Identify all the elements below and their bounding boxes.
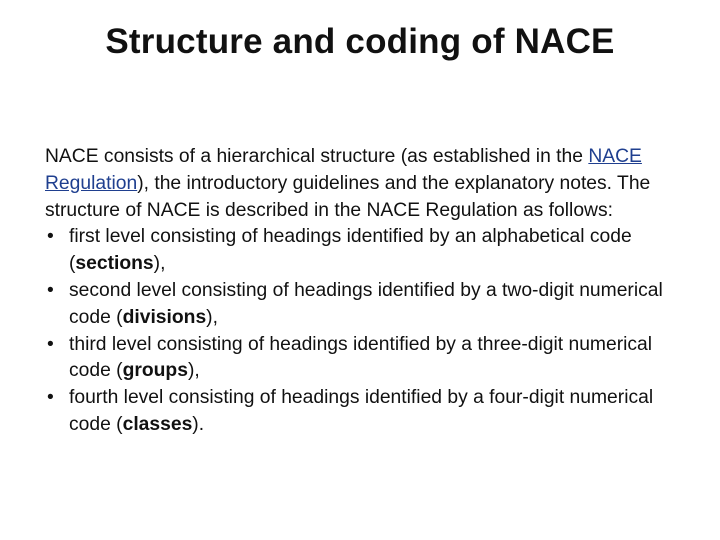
- bullet-icon: •: [47, 279, 54, 301]
- level-list: [45, 224, 685, 438]
- list-item-text-end: ).: [192, 413, 205, 435]
- list-item-term: sections: [75, 253, 154, 275]
- list-item-text: second level consisting of headings identified by a two-digit numerical code (: [69, 279, 663, 328]
- intro-text-before: NACE consists of a hierarchical structure (as established in the: [45, 146, 589, 167]
- list-item-text: third level consisting of headings identified by a three-digit numerical code (: [69, 333, 653, 382]
- list-item-term: divisions: [122, 306, 207, 328]
- list-item-text: first level consisting of headings identified by an alphabetical code (: [69, 226, 632, 275]
- list-item-text: fourth level consisting of headings identified by a four-digit numerical code (: [69, 387, 654, 435]
- list-item-level-1: [45, 224, 685, 278]
- nace-regulation-link[interactable]: NACE Regulation: [45, 146, 642, 194]
- list-item-level-4: [45, 385, 685, 439]
- list-item-level-3: [45, 332, 685, 386]
- intro-paragraph: [45, 144, 685, 224]
- intro-text-after: ), the introductory guidelines and the explanatory notes. The structure of NACE is described in the NACE Regulation as follows:: [45, 172, 651, 221]
- list-item-term: groups: [122, 360, 188, 382]
- list-item-text-end: ),: [206, 306, 218, 328]
- list-item-term: classes: [122, 413, 193, 435]
- list-item-level-2: [45, 278, 685, 332]
- bullet-icon: •: [47, 387, 54, 409]
- bullet-icon: •: [47, 333, 54, 355]
- list-item-text-end: ),: [153, 253, 166, 275]
- slide-body: [45, 144, 685, 439]
- slide-title: Structure and coding of NACE: [105, 22, 615, 61]
- list-item-text-end: ),: [187, 360, 200, 382]
- bullet-icon: •: [47, 226, 54, 248]
